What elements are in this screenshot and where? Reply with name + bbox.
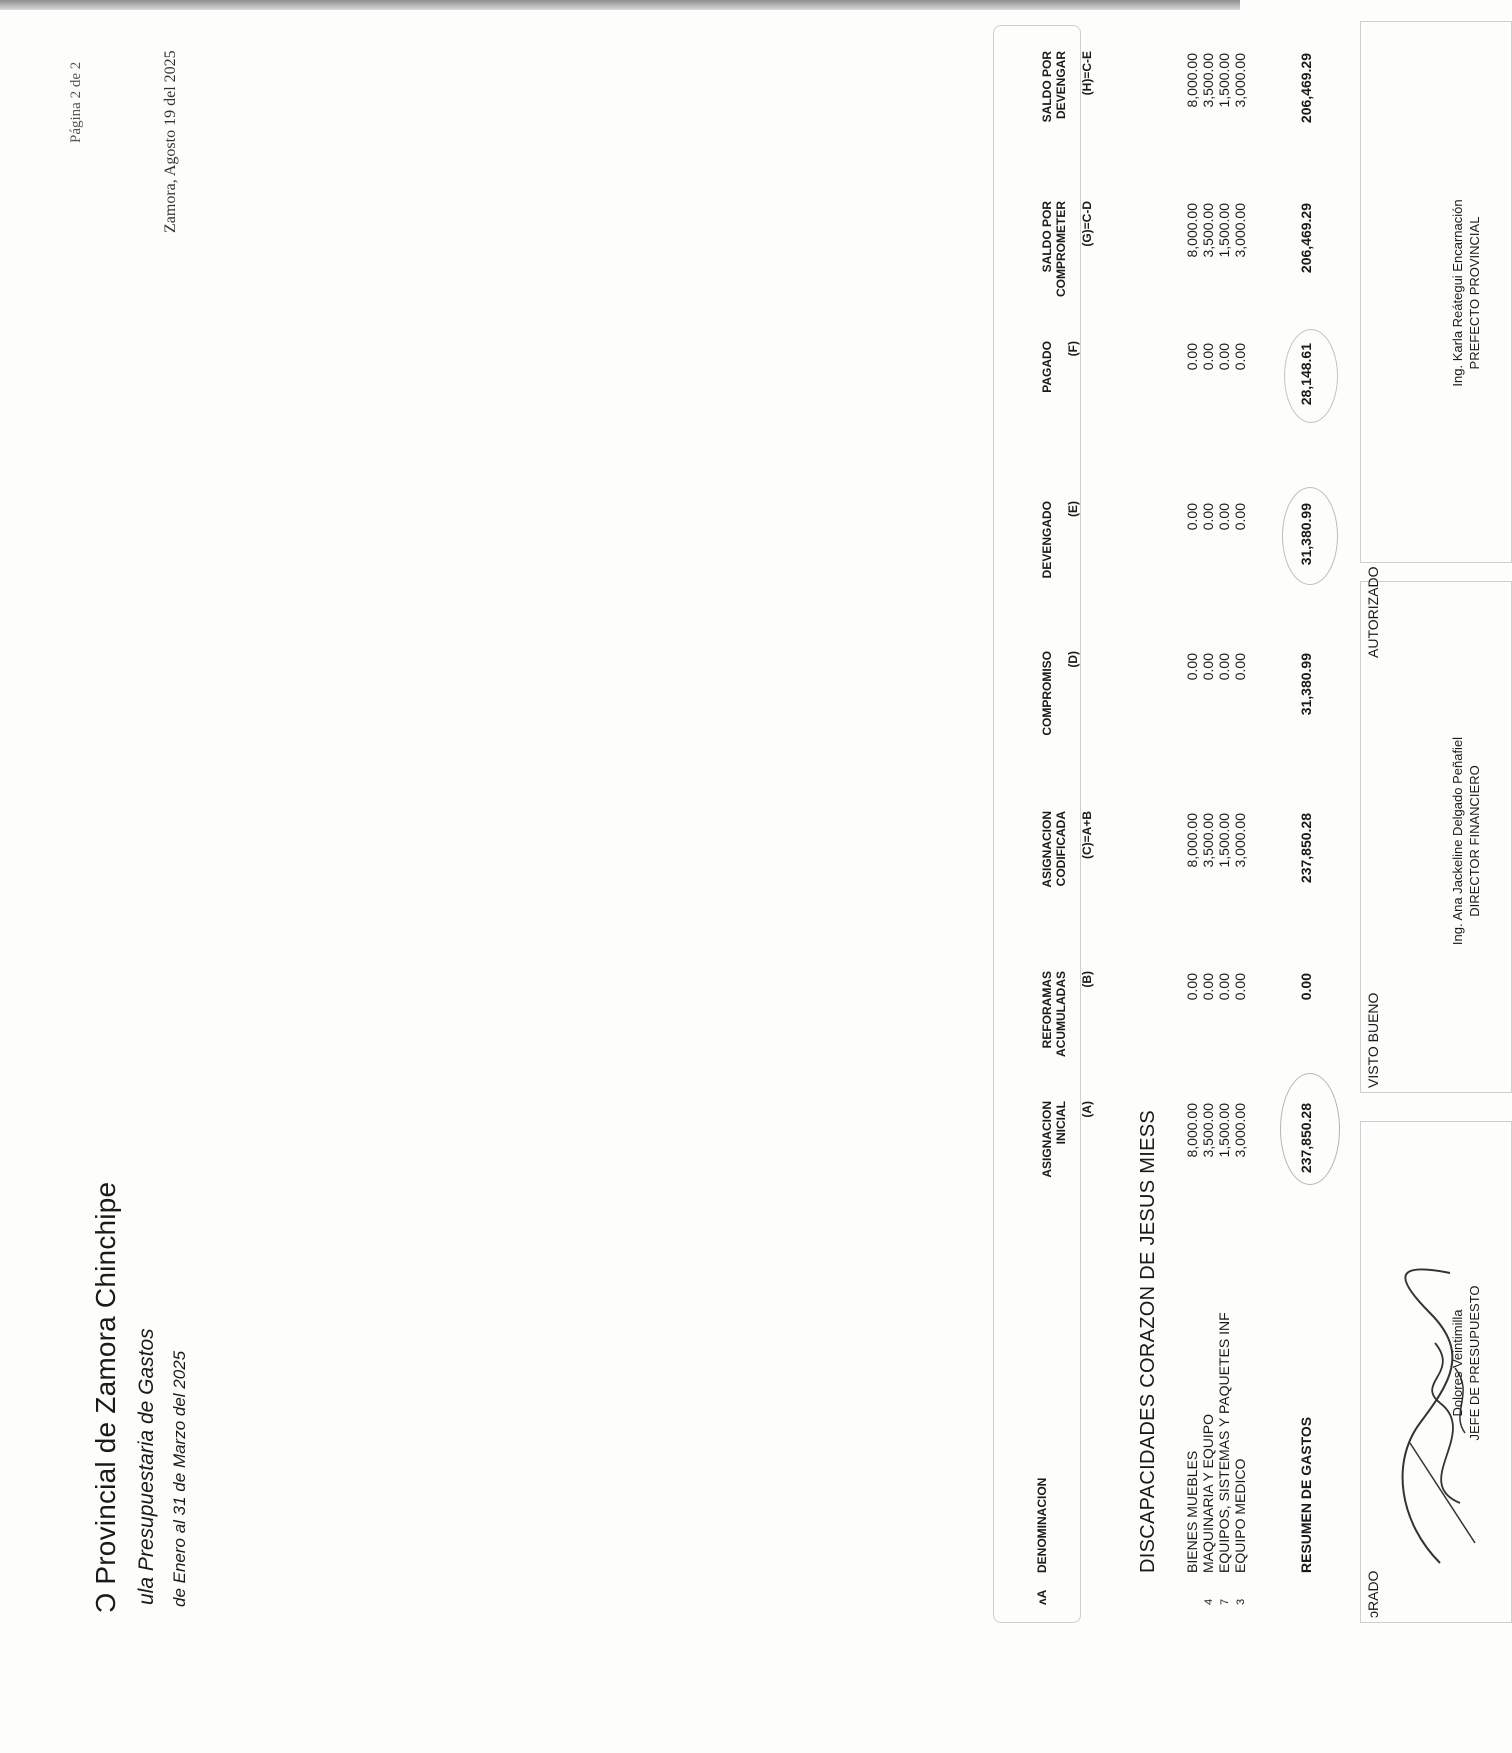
total-value: 206,469.29 — [1298, 203, 1314, 274]
row-value: 0.00 — [1216, 973, 1232, 1001]
row-name: EQUIPO MEDICO — [1232, 1458, 1248, 1573]
signature-box-autorizado — [1360, 21, 1512, 563]
row-value: 0.00 — [1184, 503, 1200, 531]
column-header-asignacion-inicial: ASIGNACION INICIAL (A) — [1040, 1101, 1094, 1178]
column-header-code: ʌA — [1035, 1589, 1049, 1605]
column-header-asignacion-codificada: ASIGNACION CODIFICADA (C)=A+B — [1040, 811, 1094, 888]
total-value: 237,850.28 — [1298, 1103, 1314, 1174]
signer-role: PREFECTO PROVINCIAL — [1467, 216, 1482, 370]
row-value: 0.00 — [1232, 343, 1248, 371]
row-value: 0.00 — [1232, 503, 1248, 531]
column-header-saldo-comprometer: SALDO POR COMPROMETER (G)=C-D — [1040, 201, 1094, 297]
signer-name: Dolores Veintimilla — [1450, 1309, 1465, 1417]
pen-circle-mark — [1284, 329, 1338, 423]
total-value: 0.00 — [1298, 973, 1314, 1001]
report-period: de Enero al 31 de Marzo del 2025 — [170, 1350, 189, 1607]
row-value: 0.00 — [1200, 653, 1216, 681]
row-value: 8,000.00 — [1184, 203, 1200, 258]
signature-title: AUTORIZADO — [1365, 566, 1381, 658]
report-subtitle: ula Presupuestaria de Gastos — [135, 1328, 158, 1605]
row-value: 0.00 — [1232, 653, 1248, 681]
row-value: 0.00 — [1216, 653, 1232, 681]
row-value: 1,500.00 — [1216, 813, 1232, 868]
row-value: 3,000.00 — [1232, 203, 1248, 258]
row-code: 3 — [1235, 1598, 1247, 1605]
signer-role: JEFE DE PRESUPUESTO — [1467, 1285, 1482, 1441]
pen-circle-mark — [1282, 487, 1338, 585]
section-title: DISCAPACIDADES CORAZON DE JESUS MIESS — [1137, 1109, 1159, 1573]
column-header-pagado: PAGADO (F) — [1040, 341, 1080, 393]
signature-box-visto-bueno — [1360, 581, 1512, 1093]
row-value: 0.00 — [1200, 343, 1216, 371]
signature-title: ɔRADO — [1365, 1570, 1381, 1618]
row-value: 8,000.00 — [1184, 813, 1200, 868]
totals-label: RESUMEN DE GASTOS — [1298, 1416, 1314, 1573]
column-header-denominacion: DENOMINACION — [1035, 1477, 1049, 1573]
total-value: 237,850.28 — [1298, 813, 1314, 884]
column-header-devengado: DEVENGADO (E) — [1040, 501, 1080, 579]
row-value: 0.00 — [1200, 973, 1216, 1001]
row-value: 1,500.00 — [1216, 53, 1232, 108]
row-value: 8,000.00 — [1184, 53, 1200, 108]
total-value: 28,148.61 — [1298, 343, 1314, 406]
row-value: 0.00 — [1200, 503, 1216, 531]
row-value: 3,500.00 — [1200, 53, 1216, 108]
total-value: 31,380.99 — [1298, 503, 1314, 566]
row-value: 0.00 — [1184, 973, 1200, 1001]
signer-role: DIRECTOR FINANCIERO — [1467, 765, 1482, 917]
row-value: 3,500.00 — [1200, 813, 1216, 868]
report-date: Zamora, Agosto 19 del 2025 — [162, 50, 179, 233]
row-value: 3,000.00 — [1232, 1103, 1248, 1158]
row-code: 4 — [1203, 1598, 1215, 1605]
row-value: 3,000.00 — [1232, 53, 1248, 108]
row-value: 0.00 — [1216, 503, 1232, 531]
report-title: Ɔ Provincial de Zamora Chinchipe — [90, 1181, 121, 1613]
column-header-compromiso: COMPROMISO (D) — [1040, 651, 1080, 736]
row-name: MAQUINARIA Y EQUIPO — [1200, 1414, 1216, 1573]
column-header-reformas: REFORAMAS ACUMULADAS (B) — [1040, 971, 1094, 1057]
signature-title: VISTO BUENO — [1365, 992, 1381, 1088]
row-value: 1,500.00 — [1216, 1103, 1232, 1158]
total-value: 206,469.29 — [1298, 53, 1314, 124]
row-value: 0.00 — [1232, 973, 1248, 1001]
row-value: 3,000.00 — [1232, 813, 1248, 868]
row-code: 7 — [1219, 1598, 1231, 1605]
row-value: 0.00 — [1216, 343, 1232, 371]
pen-circle-mark — [1280, 1073, 1340, 1185]
page-number: Página 2 de 2 — [68, 61, 84, 143]
column-header-saldo-devengar: SALDO POR DEVENGAR (H)=C-E — [1040, 51, 1094, 123]
row-value: 0.00 — [1184, 343, 1200, 371]
row-value: 0.00 — [1184, 653, 1200, 681]
row-name: BIENES MUEBLES — [1184, 1450, 1200, 1573]
row-value: 8,000.00 — [1184, 1103, 1200, 1158]
row-value: 1,500.00 — [1216, 203, 1232, 258]
row-name: EQUIPOS, SISTEMAS Y PAQUETES INF — [1216, 1312, 1232, 1573]
row-value: 3,500.00 — [1200, 203, 1216, 258]
signer-name: Ing. Karla Reátegui Encarnación — [1450, 199, 1465, 387]
row-value: 3,500.00 — [1200, 1103, 1216, 1158]
total-value: 31,380.99 — [1298, 653, 1314, 716]
signer-name: Ing. Ana Jackeline Delgado Peñafiel — [1450, 736, 1465, 946]
